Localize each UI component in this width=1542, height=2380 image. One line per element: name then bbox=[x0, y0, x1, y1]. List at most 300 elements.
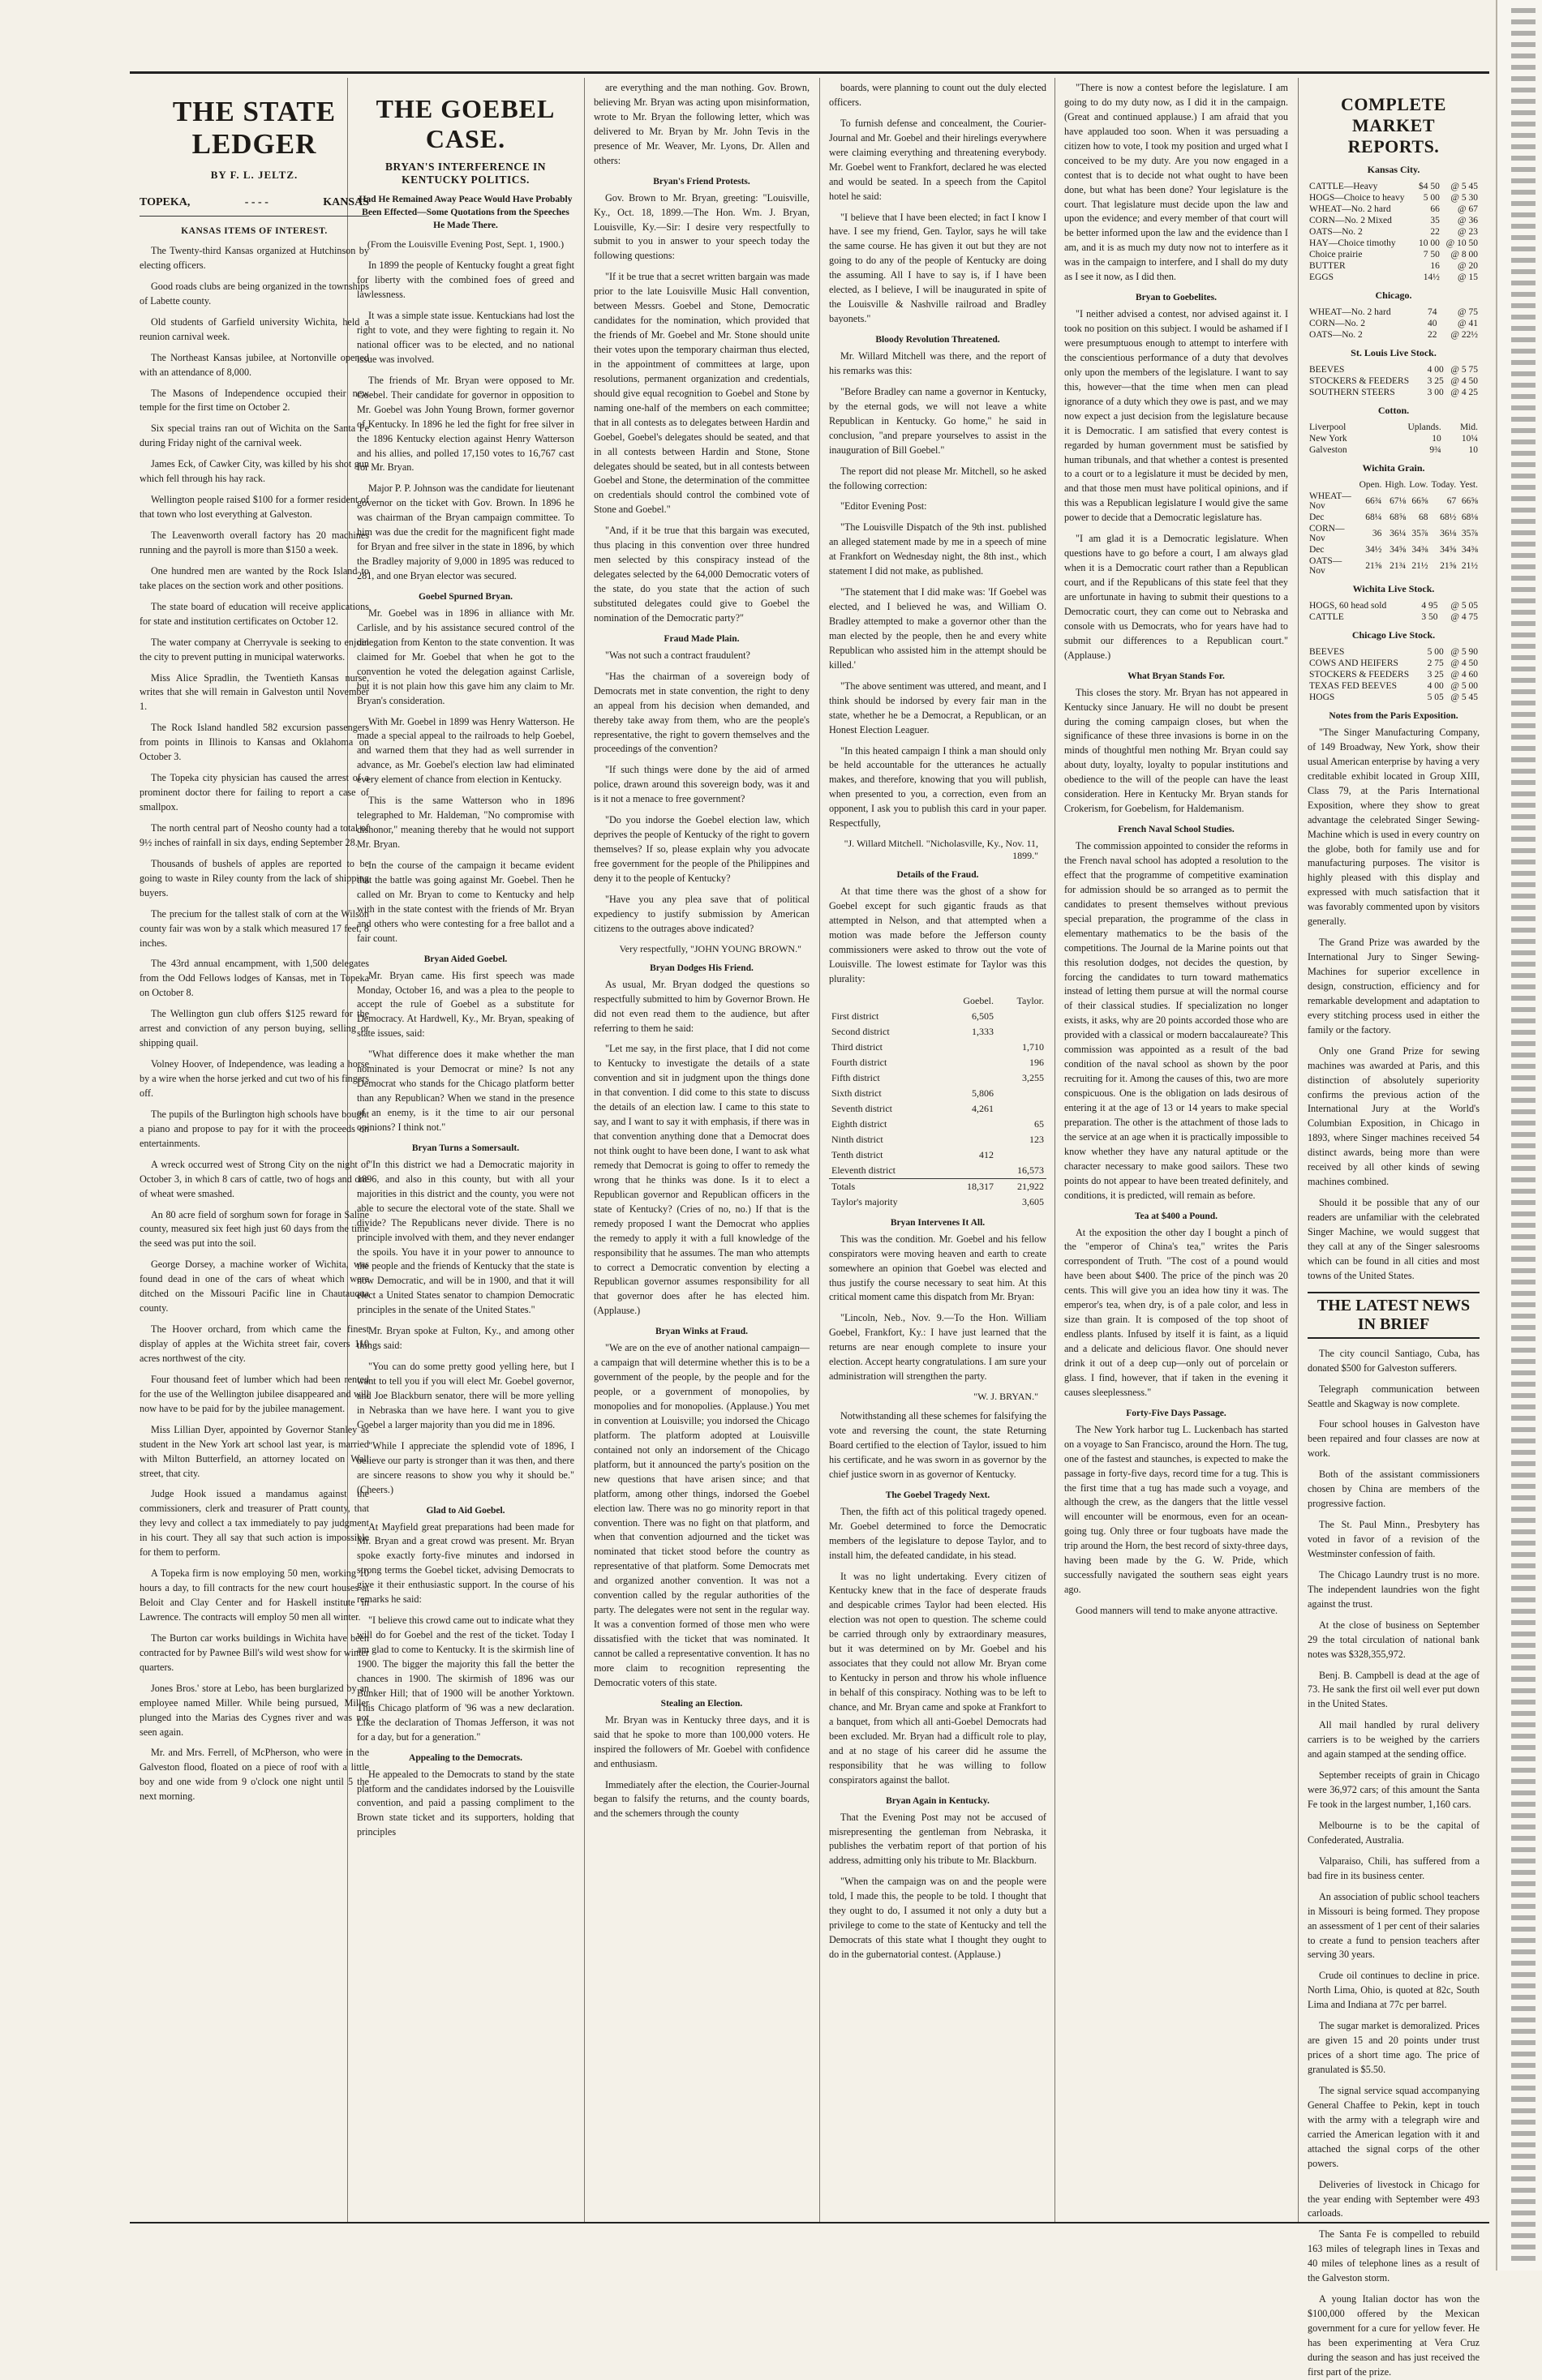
paragraph: An association of public school teachers in Missouri is being formed. They propose an assessment of 1 per cent of their salaries to create a fund to pension teachers after serving 30 years. bbox=[1308, 1890, 1480, 1961]
vote-table-row bbox=[829, 1055, 1046, 1070]
vote-table-cell bbox=[941, 1194, 997, 1210]
market-header-cell: Low. bbox=[1409, 480, 1428, 490]
market-cell: CATTLE bbox=[1309, 612, 1344, 622]
market-table bbox=[1308, 364, 1480, 398]
subhead: The Goebel Tragedy Next. bbox=[885, 1490, 990, 1500]
market-cell: 34⅜ bbox=[1411, 545, 1428, 555]
market-cell: HOGS bbox=[1309, 693, 1335, 702]
vote-table-cell bbox=[941, 1117, 997, 1132]
vote-table-cell: Eighth district bbox=[831, 1117, 887, 1130]
latest-news-title: THE LATEST NEWS IN BRIEF bbox=[1308, 1292, 1480, 1339]
article-paragraphs bbox=[829, 1233, 1046, 1384]
dateline-state: KANSAS bbox=[323, 196, 369, 208]
market-cell: Mid. bbox=[1459, 422, 1478, 432]
paragraph: Immediately after the election, the Courier-Journal began to falsify the returns, and the county boards, and the schemers through the county bbox=[594, 1778, 810, 1820]
binding-strip bbox=[1511, 8, 1536, 2262]
market-cell: New York bbox=[1309, 434, 1347, 444]
article-paragraphs bbox=[1064, 1423, 1288, 1597]
paragraph: At Mayfield great preparations had been made for Mr. Bryan and a great crowd was present. Mr. Bryan spoke exactly forty-five minutes and indorsed in strong terms the Goebel ticket, advising Democrats to give it their enthusiastic support. In the course of his remarks he said: bbox=[357, 1520, 574, 1606]
market-cell: 66⅝ bbox=[1411, 496, 1428, 506]
kansas-item: Old students of Garfield university Wichita, held a reunion carnival week. bbox=[140, 315, 369, 342]
market-header-cell: Open. bbox=[1359, 480, 1382, 490]
signature: Very respectfully, "JOHN YOUNG BROWN." bbox=[619, 942, 801, 954]
market-cell: Dec bbox=[1309, 512, 1325, 522]
market-cell: @ 22½ bbox=[1450, 330, 1478, 340]
subhead: Bloody Revolution Threatened. bbox=[875, 335, 1000, 345]
subhead: Fraud Made Plain. bbox=[664, 633, 740, 644]
subhead: Bryan Turns a Somersault. bbox=[411, 1143, 520, 1153]
paragraph: "Editor Evening Post: bbox=[840, 500, 927, 512]
vote-table-row bbox=[829, 1147, 1046, 1163]
paragraph: "Lincoln, Neb., Nov. 9.—To the Hon. William Goebel, Frankfort, Ky.: I have just learned that the returns are near enough complete to insure your election. Accept hearty congratulations. I am sure your administration will strengthen the party. bbox=[829, 1312, 1046, 1383]
market-cell: 3 50 bbox=[1421, 612, 1438, 622]
paragraph: The New York harbor tug L. Luckenbach has started on a voyage to San Francisco, around the Horn. The tug, one of the fastest and staunches, is expected to make the passage in forty-five days, record time for a tug. This is the first time that a tug has made such a voyage, and although the crew, as the dangers that the little vessel will encounter will be enormous, even for an ocean-going tug. Only three or four tugboats have made the trip around the Horn, the best record of sixty-three days, having been made by the G. W. Pride, which successfully navigated the southern seas eight years ago. bbox=[1064, 1423, 1288, 1596]
paragraph: All mail handled by rural delivery carriers is to be weighed by the carriers and again stamped at the sending office. bbox=[1308, 1719, 1480, 1760]
kansas-item: Six special trains ran out of Wichita on the Santa Fe during Friday night of the carnival week. bbox=[140, 422, 369, 449]
market-cell: Dec bbox=[1309, 545, 1325, 555]
vote-table-cell: 123 bbox=[1029, 1133, 1044, 1145]
vote-table-cell bbox=[941, 1163, 997, 1179]
market-table bbox=[1308, 422, 1480, 456]
market-row bbox=[1308, 329, 1480, 341]
market-cell: Liverpool bbox=[1309, 422, 1347, 432]
vote-table-header-cell: Goebel. bbox=[963, 994, 994, 1006]
market-cell: 10 bbox=[1468, 445, 1478, 455]
article-paragraphs bbox=[829, 1505, 1046, 1788]
market-cell: @ 4 75 bbox=[1450, 612, 1478, 622]
vote-table-cell: 18,317 bbox=[967, 1180, 994, 1192]
market-cell: $4 50 bbox=[1418, 182, 1440, 191]
subhead: Bryan Winks at Fraud. bbox=[655, 1327, 748, 1337]
kansas-item: The Topeka city physician has caused the arrest of a prominent doctor there for failing to report a case of smallpox. bbox=[140, 772, 369, 813]
kansas-item: James Eck, of Cawker City, was killed by his shot gun which fell through his hay rack. bbox=[140, 458, 369, 485]
market-cell: CORN—No. 2 Mixed bbox=[1309, 216, 1392, 225]
paragraph: This was the condition. Mr. Goebel and his fellow conspirators were moving heaven and earth to create somewhere an opinion that Goebel was elected and thus justify the course necessary to seat him. At this critical moment came this dispatch from Mr. Bryan: bbox=[829, 1233, 1046, 1303]
market-cell: @ 5 05 bbox=[1450, 601, 1478, 611]
market-row bbox=[1308, 512, 1480, 523]
market-cell: 7 50 bbox=[1423, 250, 1440, 259]
kansas-items-list bbox=[140, 244, 369, 1804]
vote-table-cell bbox=[996, 1024, 1046, 1040]
vote-table-cell bbox=[996, 1009, 1046, 1024]
market-cell: 4 95 bbox=[1421, 601, 1438, 611]
market-cell: 36 bbox=[1372, 529, 1382, 538]
market-row bbox=[1308, 544, 1480, 555]
paragraph: "And, if it be true that this bargain was executed, thus placing in this convention over three hundred men selected by this conspiracy instead of the delegates selected by the 64,000 Democratic voters of the state, do you state that the action of such substituted delegates could give to Goebel the nomination of the Democratic party?" bbox=[594, 525, 810, 624]
market-cell: Galveston bbox=[1309, 445, 1347, 455]
paragraph: Gov. Brown to Mr. Bryan, greeting: "Louisville, Ky., Oct. 18, 1899.—The Hon. Wm. J. Bryan, Louisville, Ky.—Sir: I desire very respectfully to submit to you in answer to your speech today the following questions: bbox=[594, 191, 810, 262]
article-paragraphs bbox=[594, 1713, 810, 1822]
market-cell: 21⅝ bbox=[1440, 561, 1457, 571]
market-cell: 68½ bbox=[1440, 512, 1457, 522]
market-cell: CATTLE—Heavy bbox=[1309, 182, 1378, 191]
vote-table-row bbox=[829, 1070, 1046, 1086]
vote-table-cell bbox=[996, 1101, 1046, 1117]
kansas-item: The 43rd annual encampment, with 1,500 delegates from the Odd Fellows lodges of Kansas, met in Topeka on October 8. bbox=[140, 958, 369, 999]
subhead: Tea at $400 a Pound. bbox=[1134, 1211, 1218, 1221]
market-row bbox=[1308, 307, 1480, 318]
paragraph: That the Evening Post may not be accused of misrepresenting the gentleman from Nebraska, it publishes the verbatim report of that portion of his address, admitting only his tribute to Mr. Blackburn. bbox=[829, 1811, 1046, 1867]
article-paragraphs bbox=[594, 191, 810, 626]
page-margin bbox=[1496, 0, 1542, 2271]
market-cell: Uplands. bbox=[1407, 422, 1441, 432]
vote-table-row bbox=[829, 1009, 1046, 1024]
paragraph: Only one Grand Prize for sewing machines was awarded at Paris, and this distinction of absolutely superiority confirms the previous action of the International Jury at the World's Columbian Exposition, in Chicago in 1893, where Singer machines received 54 distinct awards, being more than were received by all other kinds of sewing machines combined. bbox=[1308, 1044, 1480, 1188]
market-row bbox=[1308, 375, 1480, 387]
market-cell: @ 5 75 bbox=[1450, 365, 1478, 375]
paragraph: Notwithstanding all these schemes for falsifying the vote and reversing the count, the state Returning Board certified to the election of Taylor, issued to him his certificate, and he was sworn in as governor by the chief justice sworn in as governor of Kentucky. bbox=[829, 1410, 1046, 1480]
market-row bbox=[1308, 387, 1480, 398]
article-paragraphs bbox=[829, 1409, 1046, 1482]
market-row bbox=[1308, 318, 1480, 329]
market-cell: 74 bbox=[1427, 307, 1437, 317]
paragraph: "The Louisville Dispatch of the 9th inst. published an alleged statement made by me in a speech of mine at Frankfort on Wednesday night, the 8th inst., which statement I did not make, as published. bbox=[829, 521, 1046, 577]
market-cell: STOCKERS & FEEDERS bbox=[1309, 376, 1410, 386]
kansas-item: The Twenty-third Kansas organized at Hutchinson by electing officers. bbox=[140, 245, 369, 271]
column-4 bbox=[819, 81, 1056, 2222]
kansas-item: Volney Hoover, of Independence, was leading a horse by a wire when the horse jerked and cut two of his fingers off. bbox=[140, 1058, 369, 1099]
market-table bbox=[1308, 600, 1480, 623]
subhead: Details of the Fraud. bbox=[896, 870, 979, 881]
vote-table-row bbox=[829, 1163, 1046, 1179]
goebel-credit: (From the Louisville Evening Post, Sept. 1, 1900.) bbox=[367, 238, 565, 251]
market-row bbox=[1308, 658, 1480, 669]
paragraph: "In this heated campaign I think a man should only be held accountable for the utterances he actually makes, and therefore, knowing that you will publish, when presented to you, a correction, even from an opponent, I ask you to publish this card in your paper. Respectfully, bbox=[829, 744, 1046, 830]
paragraph: "The Singer Manufacturing Company, of 149 Broadway, New York, show their usual American enterprise by having a very creditable exhibit located in Group XIII, Class 79, at the Paris International Exposition, where they show to great advantage the celebrated Singer Sewing-Machine which is used in every country on the globe, both for family use and for manufacturing purposes. The visitor is highly pleased with this display and expressed with much satisfaction that it was favorably commented upon by visitors generally. bbox=[1308, 727, 1480, 928]
article-paragraphs bbox=[829, 1811, 1046, 1962]
kansas-item: The Rock Island handled 582 excursion passengers from points in Illinois to Kansas and Oklahoma on October 3. bbox=[140, 722, 369, 763]
market-cell: 22 bbox=[1430, 227, 1440, 237]
market-table-header bbox=[1308, 479, 1480, 491]
article-paragraphs bbox=[1064, 81, 1288, 285]
market-cell: @ 4 50 bbox=[1450, 376, 1478, 386]
subhead: Bryan Again in Kentucky. bbox=[886, 1795, 990, 1806]
market-cell: WHEAT—Nov bbox=[1309, 491, 1351, 511]
paragraph: To furnish defense and concealment, the Courier-Journal and Mr. Goebel and their hirelings everywhere were claiming everything and threatening everybody. Mr. Goebel went to Frankfort, declared he was elected and would be seated. In a speech from the Capitol hotel he said: bbox=[829, 117, 1046, 202]
market-cell: 66⅝ bbox=[1461, 496, 1478, 506]
market-cell: CORN—Nov bbox=[1309, 524, 1345, 543]
market-cell: TEXAS FED BEEVES bbox=[1309, 681, 1397, 691]
subhead: Bryan Intervenes It All. bbox=[890, 1217, 986, 1228]
market-row bbox=[1308, 272, 1480, 283]
kansas-item: The water company at Cherryvale is seeking to enjoin the city to prevent putting in municipal waterworks. bbox=[140, 636, 369, 663]
paragraph: The Chicago Laundry trust is no more. The independent laundries won the fight against the trust. bbox=[1308, 1568, 1480, 1610]
vote-table-cell bbox=[941, 1055, 997, 1070]
paragraph: "I neither advised a contest, nor advised against it. I took no position on this subject. I would be ashamed if I were presumptuous enough to attempt to interfere with the conscientious performance of a duty that devolves only upon the members of the legislature. I want to say this, however—that the time when men can plead ignorance of a duty which they owe is past, and we may now expect a just decision from the legislature because it is Democratic. I am satisfied that every contest is regarded by human government must be satisfied by human tribunals, and that whether a contest is presented to a court or to a legislature it must be decided by men, and that those men must have political opinions, and if this was a Republican legislature I would give the same power to decide that a Democratic legislature has. bbox=[1064, 308, 1288, 524]
article-paragraphs bbox=[357, 1520, 574, 1745]
column-1 bbox=[130, 81, 379, 2222]
subhead: Goebel Spurned Bryan. bbox=[419, 591, 513, 602]
vote-table-cell: Ninth district bbox=[831, 1133, 883, 1145]
market-cell: 10¼ bbox=[1461, 434, 1478, 444]
market-section-head: Kansas City. bbox=[1367, 164, 1420, 175]
market-cell: 36¼ bbox=[1390, 529, 1407, 538]
market-cell: EGGS bbox=[1309, 272, 1334, 282]
paragraph: With Mr. Goebel in 1899 was Henry Watterson. He made a special appeal to the railroads to help Goebel, and warned them that they had as well surrender in advance, as Mr. Goebel's election law had eliminated every element of chance from election in Kentucky. bbox=[357, 715, 574, 786]
market-cell: 14½ bbox=[1423, 272, 1440, 282]
paragraph: September receipts of grain in Chicago were 36,972 cars; of this amount the Santa Fe took in the largest number, 1,160 cars. bbox=[1308, 1769, 1480, 1810]
kansas-item: The Leavenworth overall factory has 20 machines running and the payroll is more than $150 a week. bbox=[140, 530, 369, 555]
article-paragraphs bbox=[357, 259, 574, 584]
market-cell: BEEVES bbox=[1309, 647, 1345, 657]
market-cell: OATS—Nov bbox=[1309, 556, 1342, 576]
vote-table-cell bbox=[941, 1040, 997, 1055]
kansas-item: The pupils of the Burlington high schools have bought a piano and propose to pay for it with the proceeds on entertainments. bbox=[140, 1108, 369, 1149]
subhead: Bryan's Friend Protests. bbox=[653, 176, 750, 187]
vote-table-header-cell: Taylor. bbox=[1016, 994, 1044, 1006]
article-paragraphs bbox=[357, 1768, 574, 1841]
kansas-item: Four thousand feet of lumber which had been rented for the use of the Wellington jubilee disappeared and will now have to be paid for by the jubilee management. bbox=[140, 1373, 369, 1414]
market-cell: 34⅝ bbox=[1440, 545, 1457, 555]
market-cell: @ 75 bbox=[1458, 307, 1478, 317]
market-section-head: Wichita Grain. bbox=[1362, 462, 1425, 474]
masthead-byline: BY F. L. JELTZ. bbox=[210, 169, 299, 181]
market-row bbox=[1308, 181, 1480, 192]
market-row bbox=[1308, 523, 1480, 544]
signature: "J. Willard Mitchell. "Nicholasville, Ky., Nov. 11, 1899." bbox=[844, 838, 1038, 862]
kansas-item: Judge Hook issued a mandamus against the commissioners, clerk and treasurer of Pratt county, that they levy and collect a tax immediately to pay judgment in his court. They all say that such action is impossible for them to perform. bbox=[140, 1488, 369, 1559]
column-6 bbox=[1298, 81, 1489, 2378]
kansas-item: Thousands of bushels of apples are reported to be going to waste in Riley county from the lack of shipping buyers. bbox=[140, 857, 369, 898]
latest-news-list bbox=[1308, 1347, 1480, 2380]
paragraph: "Do you indorse the Goebel election law, which deprives the people of Kentucky of the right to govern themselves? If so, please explain why you advocate free government for the people of the Philippines and deny it to the people of Kentucky? bbox=[594, 814, 810, 884]
market-cell: 68 bbox=[1418, 512, 1428, 522]
article-paragraphs bbox=[829, 885, 1046, 987]
vote-table-cell: 16,573 bbox=[1017, 1164, 1044, 1176]
market-table bbox=[1308, 646, 1480, 703]
subhead: Notes from the Paris Exposition. bbox=[1329, 711, 1458, 721]
vote-table-cell bbox=[996, 1147, 1046, 1163]
paragraph: The signal service squad accompanying General Chaffee to Pekin, kept in touch with the army with a telegraph wire and carried the American legation with it and attached the signal corps of the other powers. bbox=[1308, 2084, 1480, 2169]
paragraph: In 1899 the people of Kentucky fought a great fight for liberty with the combined foes of greed and lawlessness. bbox=[357, 259, 574, 301]
market-cell: 2 75 bbox=[1427, 658, 1444, 668]
market-cell: 10 bbox=[1432, 434, 1441, 444]
vote-table-totals bbox=[829, 1178, 1046, 1194]
kansas-item: An 80 acre field of sorghum sown for forage in Saline county, measured six feet high just 60 days from the time the seed was put into the soil. bbox=[140, 1208, 369, 1250]
market-cell: @ 5 45 bbox=[1450, 182, 1478, 191]
vote-table-cell: First district bbox=[831, 1010, 879, 1022]
market-cell: 3 25 bbox=[1427, 376, 1444, 386]
paragraph: This is the same Watterson who in 1896 telegraphed to Mr. Haldeman, "No compromise with dishonor," meaning thereby that he would not support Mr. Bryan. bbox=[357, 795, 574, 851]
vote-table-cell: 5,806 bbox=[972, 1087, 994, 1099]
masthead-title: THE STATE LEDGER bbox=[172, 96, 337, 160]
vote-table-row bbox=[829, 1040, 1046, 1055]
vote-table-cell: 6,505 bbox=[972, 1010, 994, 1022]
market-cell: 68⅛ bbox=[1461, 512, 1478, 522]
vote-table-plurality bbox=[829, 1194, 1046, 1210]
vote-table-header bbox=[829, 993, 1046, 1009]
vote-table-cell: Seventh district bbox=[831, 1102, 892, 1114]
paragraph: Four school houses in Galveston have been repaired and four classes are now at work. bbox=[1308, 1418, 1480, 1460]
market-row bbox=[1308, 260, 1480, 272]
kansas-item: Jones Bros.' store at Lebo, has been burglarized by an employee named Miller. While being pursued, Miller plunged into the Marias des Cygnes river and was not seen again. bbox=[140, 1682, 369, 1738]
paragraph: Benj. B. Campbell is dead at the age of 73. He sank the first oil well ever put down in the United States. bbox=[1308, 1669, 1480, 1710]
vote-table-cell: Third district bbox=[831, 1040, 883, 1053]
market-header-cell: Today. bbox=[1431, 480, 1457, 490]
paragraph: Should it be possible that any of our readers are unfamiliar with the celebrated Singer Machine, we would suggest that they call at any of the Singer salesrooms which can be found in all cities and most towns of the United States. bbox=[1308, 1197, 1480, 1281]
kansas-item: The north central part of Neosho county had a total of 9½ inches of rainfall in six days, ending September 28. bbox=[140, 821, 369, 848]
market-cell: BEEVES bbox=[1309, 365, 1345, 375]
market-row bbox=[1308, 491, 1480, 512]
market-cell: 34⅜ bbox=[1461, 545, 1478, 555]
market-cell: 36⅛ bbox=[1440, 529, 1457, 538]
column-5 bbox=[1054, 81, 1298, 2222]
kansas-item: Wellington people raised $100 for a former resident of that town who lost everything at Galveston. bbox=[140, 494, 369, 521]
vote-table-row bbox=[829, 1086, 1046, 1101]
market-cell: SOUTHERN STEERS bbox=[1309, 388, 1395, 397]
subhead: French Naval School Studies. bbox=[1118, 825, 1235, 835]
paragraph: Mr. Willard Mitchell was there, and the report of his remarks was this: bbox=[829, 350, 1046, 376]
market-row bbox=[1308, 364, 1480, 375]
market-row bbox=[1308, 215, 1480, 226]
market-header-cell: Yest. bbox=[1459, 480, 1478, 490]
kansas-item: The state board of education will receive applications for state and institution certificates on October 12. bbox=[140, 600, 369, 627]
paragraph: "While I appreciate the splendid vote of 1896, I believe our party is stronger than it was then, and there are sincere reasons to show you why it should be." (Cheers.) bbox=[357, 1439, 574, 1495]
market-cell: @ 10 50 bbox=[1445, 238, 1478, 248]
market-cell: @ 15 bbox=[1458, 272, 1478, 282]
kansas-item: One hundred men are wanted by the Rock Island to take places on the section work and other positions. bbox=[140, 564, 369, 591]
paragraph: The St. Paul Minn., Presbytery has voted in favor of a revision of the Westminster confession of faith. bbox=[1308, 1519, 1480, 1559]
subhead: Forty-Five Days Passage. bbox=[1126, 1408, 1226, 1418]
market-cell: 3 25 bbox=[1427, 670, 1444, 680]
market-cell: OATS—No. 2 bbox=[1309, 330, 1363, 340]
market-row bbox=[1308, 600, 1480, 611]
vote-table-body bbox=[829, 1009, 1046, 1179]
kansas-item: George Dorsey, a machine worker of Wichita, was found dead in one of the cars of wheat which were ditched on the Missouri Pacific line in Chautauqua county. bbox=[140, 1259, 369, 1314]
market-row bbox=[1308, 204, 1480, 215]
market-cell: Choice prairie bbox=[1309, 250, 1363, 259]
market-cell: 66 bbox=[1430, 204, 1440, 214]
paragraph: "If such things were done by the aid of armed police, drawn around this sovereign body, was it and is it not a menace to free government? bbox=[594, 764, 810, 805]
market-row bbox=[1308, 646, 1480, 658]
market-cell: @ 36 bbox=[1458, 216, 1478, 225]
market-cell: 22 bbox=[1427, 330, 1437, 340]
subhead: Bryan Aided Goebel. bbox=[423, 954, 508, 964]
vote-table-cell: 412 bbox=[979, 1148, 994, 1160]
market-cell: 16 bbox=[1430, 261, 1440, 271]
paragraph: "Was not such a contract fraudulent? bbox=[605, 649, 750, 661]
vote-table-cell: 65 bbox=[1034, 1117, 1044, 1130]
goebel-headline: THE GOEBEL CASE. bbox=[376, 94, 556, 153]
vote-table-cell: 196 bbox=[1029, 1056, 1044, 1068]
kansas-items-header: KANSAS ITEMS OF INTEREST. bbox=[181, 226, 328, 236]
market-row bbox=[1308, 680, 1480, 692]
market-cell: @ 8 00 bbox=[1450, 250, 1478, 259]
article-paragraphs bbox=[594, 81, 810, 169]
vote-table-cell: 1,710 bbox=[1022, 1040, 1044, 1053]
signature: "W. J. BRYAN." bbox=[973, 1391, 1038, 1403]
market-table-body bbox=[1308, 491, 1480, 577]
market-cell: 35⅞ bbox=[1461, 529, 1478, 538]
market-cell: 67⅛ bbox=[1390, 496, 1407, 506]
market-row bbox=[1308, 444, 1480, 456]
market-cell: 10 00 bbox=[1418, 238, 1440, 248]
paragraph: Melbourne is to be the capital of Confederated, Australia. bbox=[1308, 1819, 1480, 1846]
market-cell: 21½ bbox=[1461, 561, 1478, 571]
paragraph: Major P. P. Johnson was the candidate for lieutenant governor on the ticket with Gov. Brown. In 1896 he was chairman of the Bryan campaign committee. To him was due the credit for the magnificent fight made for Bryan and free silver in the state in 1896, by which the Bradley majority of 9,000 in 1895 was reduced to 281, and one Bryan elector was secured. bbox=[357, 482, 574, 582]
market-cell: 21¾ bbox=[1390, 561, 1407, 571]
paragraph: The report did not please Mr. Mitchell, so he asked the following correction: bbox=[829, 465, 1046, 491]
market-section-head: Chicago Live Stock. bbox=[1351, 629, 1436, 641]
vote-table-cell: 4,261 bbox=[972, 1102, 994, 1114]
market-cell: 68¼ bbox=[1365, 512, 1382, 522]
market-cell: 9¾ bbox=[1429, 445, 1441, 455]
paragraph: "There is now a contest before the legislature. I am going to do my duty now, as I did it in the campaign. (Great and continued applause.) I am afraid that you have applauded too soon. When it was persuading a citizen how to vote, I took my position and urged what I conceived to be my duty. Are you now engaged in a contest that is to decide not what ought to have been done, but what has been done? Your legislature is the court. That legislature must decide upon the law and upon the evidence; and every member of that court will be better informed upon the law and the evidence than I am, and it is as much my duty now not to interfere as it was in the campaign to interfere, and I shall do my duty as I see it now, as I did then. bbox=[1064, 82, 1288, 283]
vote-table-cell: Taylor's majority bbox=[831, 1195, 898, 1207]
market-reports-title: COMPLETE MARKET REPORTS. bbox=[1341, 94, 1446, 157]
vote-table-cell: 3,605 bbox=[1022, 1195, 1044, 1207]
market-section-head: Wichita Live Stock. bbox=[1352, 583, 1435, 594]
paragraph: Mr. Bryan spoke at Fulton, Ky., and among other things said: bbox=[357, 1325, 574, 1352]
article-paragraphs bbox=[594, 1341, 810, 1691]
paragraph: At that time there was the ghost of a show for Goebel except for such gigantic frauds as that attempted in Nelson, and that attempted when a motion was made before the Jefferson county commissioners were asked to throw out the vote of Louisville. The lowest estimate for Taylor was this plurality: bbox=[829, 886, 1046, 984]
market-cell: 68⅝ bbox=[1390, 512, 1407, 522]
paragraph: The friends of Mr. Bryan were opposed to Mr. Goebel. Their candidate for governor in opposition to Mr. Goebel was John Young Brown, former governor of Kentucky. In 1896 he led the fight for free silver in the 1896 Kentucky election against Henry Watterson and his allies, and polled 17,150 votes to 16,767 cast for Mr. Bryan. bbox=[357, 374, 574, 474]
market-cell: WHEAT—No. 2 hard bbox=[1309, 204, 1391, 214]
market-cell: 67 bbox=[1446, 496, 1457, 506]
paragraph: Both of the assistant commissioners chosen by China are members of the progressive faction. bbox=[1308, 1469, 1480, 1510]
paragraph: As usual, Mr. Bryan dodged the questions so respectfully submitted to him by Governor Brown. He did not even read them to the audience, but after referring to them he said: bbox=[594, 978, 810, 1034]
article-paragraphs bbox=[829, 349, 1046, 831]
paragraph: At the close of business on September 29 the total circulation of national bank notes was $328,355,972. bbox=[1308, 1619, 1480, 1660]
market-cell: 35⅞ bbox=[1411, 529, 1428, 538]
market-cell: 21⅝ bbox=[1365, 561, 1382, 571]
market-cell: @ 5 90 bbox=[1450, 647, 1478, 657]
market-header-cell bbox=[1308, 479, 1358, 491]
kansas-item: The Wellington gun club offers $125 reward for the arrest and conviction of any person buying, selling or shipping quail. bbox=[140, 1008, 369, 1049]
market-cell: STOCKERS & FEEDERS bbox=[1309, 670, 1410, 680]
market-row bbox=[1308, 692, 1480, 703]
market-section-head: St. Louis Live Stock. bbox=[1351, 347, 1437, 358]
market-cell: @ 41 bbox=[1458, 319, 1478, 328]
paragraph: The Santa Fe is compelled to rebuild 163 miles of telegraph lines in Texas and 40 miles of telephone lines as a result of the Galveston storm. bbox=[1308, 2228, 1480, 2284]
paragraph: "The above sentiment was uttered, and meant, and I think should be indorsed by every fair man in the state, whether he be a Democrat, a Republican, or an Honest Election Leaguer. bbox=[829, 680, 1046, 735]
vote-table-cell: Second district bbox=[831, 1025, 890, 1037]
kansas-item: The precium for the tallest stalk of corn at the Wilson county fair was won by a stalk which measured 17 feet, 8 inches. bbox=[140, 907, 369, 949]
market-cell: 66¾ bbox=[1365, 496, 1382, 506]
market-cell: 4 00 bbox=[1427, 365, 1444, 375]
goebel-deck: BRYAN'S INTERFERENCE IN KENTUCKY POLITICS. bbox=[384, 161, 547, 186]
paragraph: He appealed to the Democrats to stand by the state platform and the candidates indorsed by the Louisville convention, and paid a passing compliment to the Brown state ticket and its supporters, holding that principles bbox=[357, 1768, 574, 1838]
market-table bbox=[1308, 479, 1480, 577]
market-cell: COWS AND HEIFERS bbox=[1309, 658, 1398, 668]
paragraph: This closes the story. Mr. Bryan has not appeared in Kentucky since January. He will no doubt be present during the coming campaign closes, but when the significance of these three invasions is borne in on the minds of thoughtful men nothing Mr. Bryan could say about duty, loyalty, loyalty to popular institutions and obedience to the will of the people can have the least consideration. Here in Kentucky Mr. Bryan stands for Crokerism, for Goebelism, for Haldemanism. bbox=[1064, 686, 1288, 815]
vote-table-cell: Fourth district bbox=[831, 1056, 887, 1068]
market-row bbox=[1308, 433, 1480, 444]
vote-table-row bbox=[829, 1101, 1046, 1117]
market-cell: HAY—Choice timothy bbox=[1309, 238, 1396, 248]
paragraph: It was a simple state issue. Kentuckians had lost the right to vote, and they were fighting to regain it. No national officer was to be elected, and no national issue was involved. bbox=[357, 310, 574, 365]
kansas-item: Miss Alice Spradlin, the Twentieth Kansas nurse, writes that she will remain in Galveston until November 1. bbox=[140, 671, 369, 713]
market-cell: HOGS, 60 head sold bbox=[1309, 601, 1387, 611]
kansas-item: A wreck occurred west of Strong City on the night of October 3, in which 8 cars of cattle, two of hogs and one of wheat were smashed. bbox=[140, 1158, 369, 1199]
column-2 bbox=[347, 81, 584, 2222]
top-rule bbox=[130, 71, 1489, 74]
market-cell: 5 00 bbox=[1427, 647, 1444, 657]
market-cell: 5 00 bbox=[1423, 193, 1440, 203]
market-header-cell: High. bbox=[1385, 480, 1407, 490]
market-table bbox=[1308, 181, 1480, 283]
column-3 bbox=[584, 81, 819, 2222]
market-cell: @ 5 30 bbox=[1450, 193, 1478, 203]
market-cell: 21½ bbox=[1411, 561, 1428, 571]
vote-table-cell: 1,333 bbox=[972, 1025, 994, 1037]
paragraph: "In this district we had a Democratic majority in 1896, and also in this county, but with all your majorities in this district and the county, you were not able to secure the electoral vote of the state. Shall we divide? The Republicans never divide. There is no principle involved with them, and they never endanger the spoils. You have it in your power to announce to the people and the friends of Kentucky that the state is now Democratic, and will be in 1900, and that it will elect a United States senator to champion Democratic principles in the senate of the United States." bbox=[357, 1158, 574, 1316]
market-row bbox=[1308, 422, 1480, 433]
paragraph: "I believe this crowd came out to indicate what they will do for Goebel and the rest of the ticket. Today I am glad to come to Kentucky. It is the skirmish line of 1900. The bigger the majority this fall the better the chances in 1900. The skirmish of 1896 was our Bunker Hill; that of 1900 will be another Yorktown. This Chicago platform of '96 was a new declaration. Like the declaration of Thomas Jefferson, it was not for a day, but for a generation." bbox=[357, 1615, 574, 1743]
vote-table-header-cell bbox=[829, 993, 941, 1009]
kansas-item: The Masons of Independence occupied their new temple for the first time on October 2. bbox=[140, 387, 369, 414]
